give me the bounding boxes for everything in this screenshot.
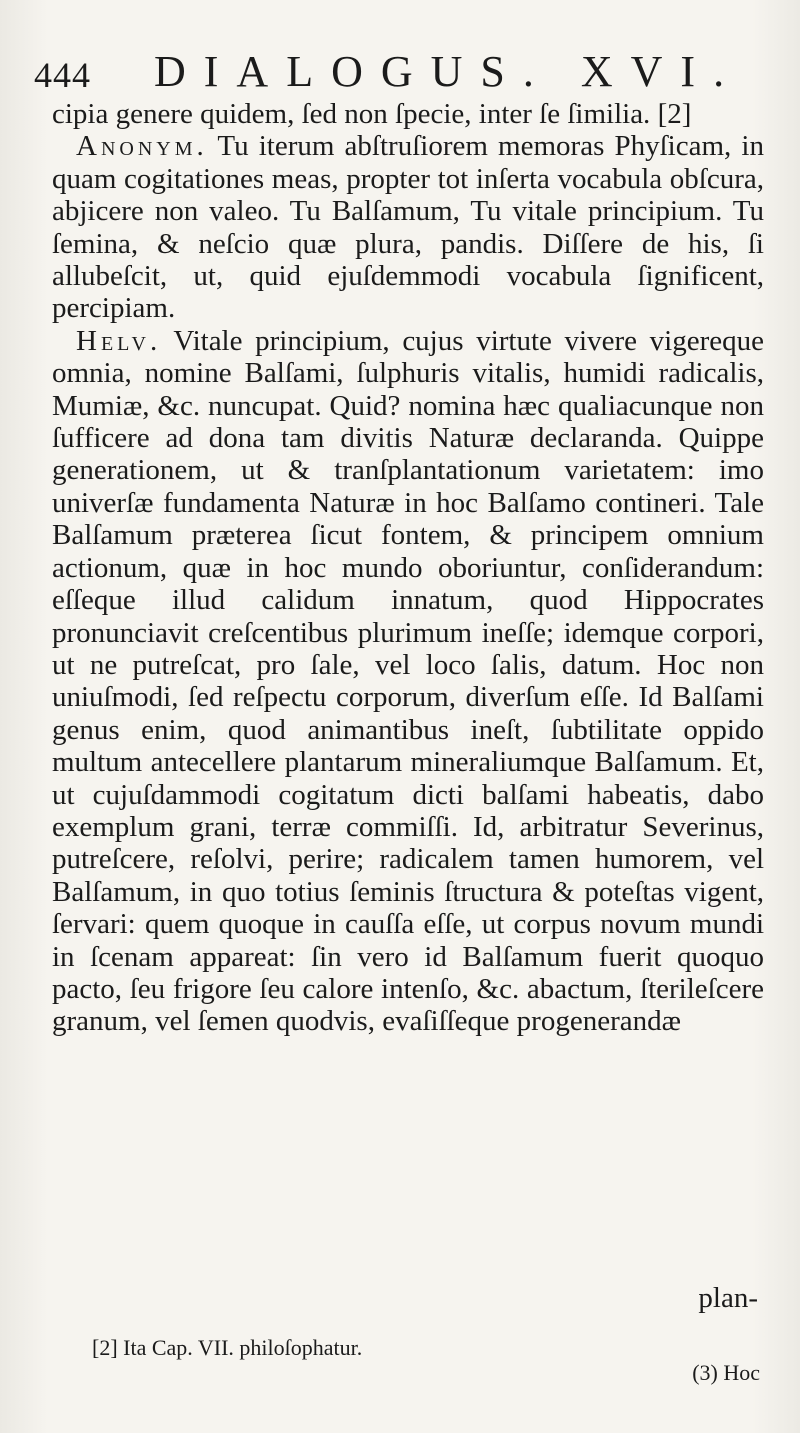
paragraph-text: Tu iterum abſtruſiorem memoras Phyſicam, in quam cogitationes meas, propter tot inſerta vocabula obſcura, abjicere non valeo. Tu Balſamum, Tu vitale principium. Tu ſemina, & neſcio quæ plura, pandis. Diſſere de his, ſi allubeſcit, ut, quid ejuſdemmodi vocabula ſignificent, percipiam. [52,130,764,325]
page-header [34,46,774,96]
paragraph-text: Vitale principium, cujus virtute vivere vigereque omnia, nomine Balſami, ſulphuris vitalis, humidi radicalis, Mumiæ, &c. nuncupat. Quid? nomina hæc qualiacunque non ſufficere ad dona tam divitis Naturæ declaranda. Quippe generationem, ut & tranſplantationum varietatem: imo univerſæ fundamenta Naturæ in hoc Balſamo contineri. Tale Balſamum præterea ſicut fontem, & principem omnium actionum, quæ in hoc mundo oboriuntur, conſiderandum: eſſeque illud calidum innatum, quod Hippocrates pronunciavit creſcentibus plurimum ineſſe; idemque corpori, ut ne putreſcat, pro ſale, vel loco ſalis, datum. Hoc non uniuſmodi, ſed reſpectu corporum, diverſum eſſe. Id Balſami genus enim, quod animantibus ineſt, ſubtilitate oppido multum antecellere plantarum mineraliumque Balſamum. Et, ut cujuſdammodi cogitatum dicti balſami habeatis, dabo exemplum grani, terræ commiſſi. Id, arbitratur Severinus, putreſcere, reſolvi, perire; radicalem tamen humorem, vel Balſamum, in quo totius ſeminis ſtructura & poteſtas vigent, ſervari: quem quoque in cauſſa eſſe, ut corpus novum mundi in ſcenam appareat: ſin vero id Balſamum fuerit quoquo pacto, ſeu frigore ſeu calore intenſo, &c. abactum, ſterileſcere granum, vel ſemen quodvis, evaſiſſeque progenerandæ [52,324,764,1038]
paragraph-helv [52,325,764,1038]
paragraph-continuation [52,98,764,130]
speaker-label: Helv. [76,324,162,357]
body-text [52,98,764,1038]
footnote: [2] Ita Cap. VII. philoſophatur. [92,1335,363,1360]
signature-mark: (3) Hoc [692,1360,760,1385]
paragraph-anonym [52,130,764,324]
speaker-label: Anonym. [76,130,208,163]
footnote-reference: [2] [657,98,692,130]
paragraph-text: cipia genere quidem, ſed non ſpecie, inter ſe ſimilia. [52,98,651,130]
running-title: DIALOGUS. XVI. [154,47,743,96]
page-number: 444 [34,55,91,95]
catchword: plan- [698,1282,758,1314]
